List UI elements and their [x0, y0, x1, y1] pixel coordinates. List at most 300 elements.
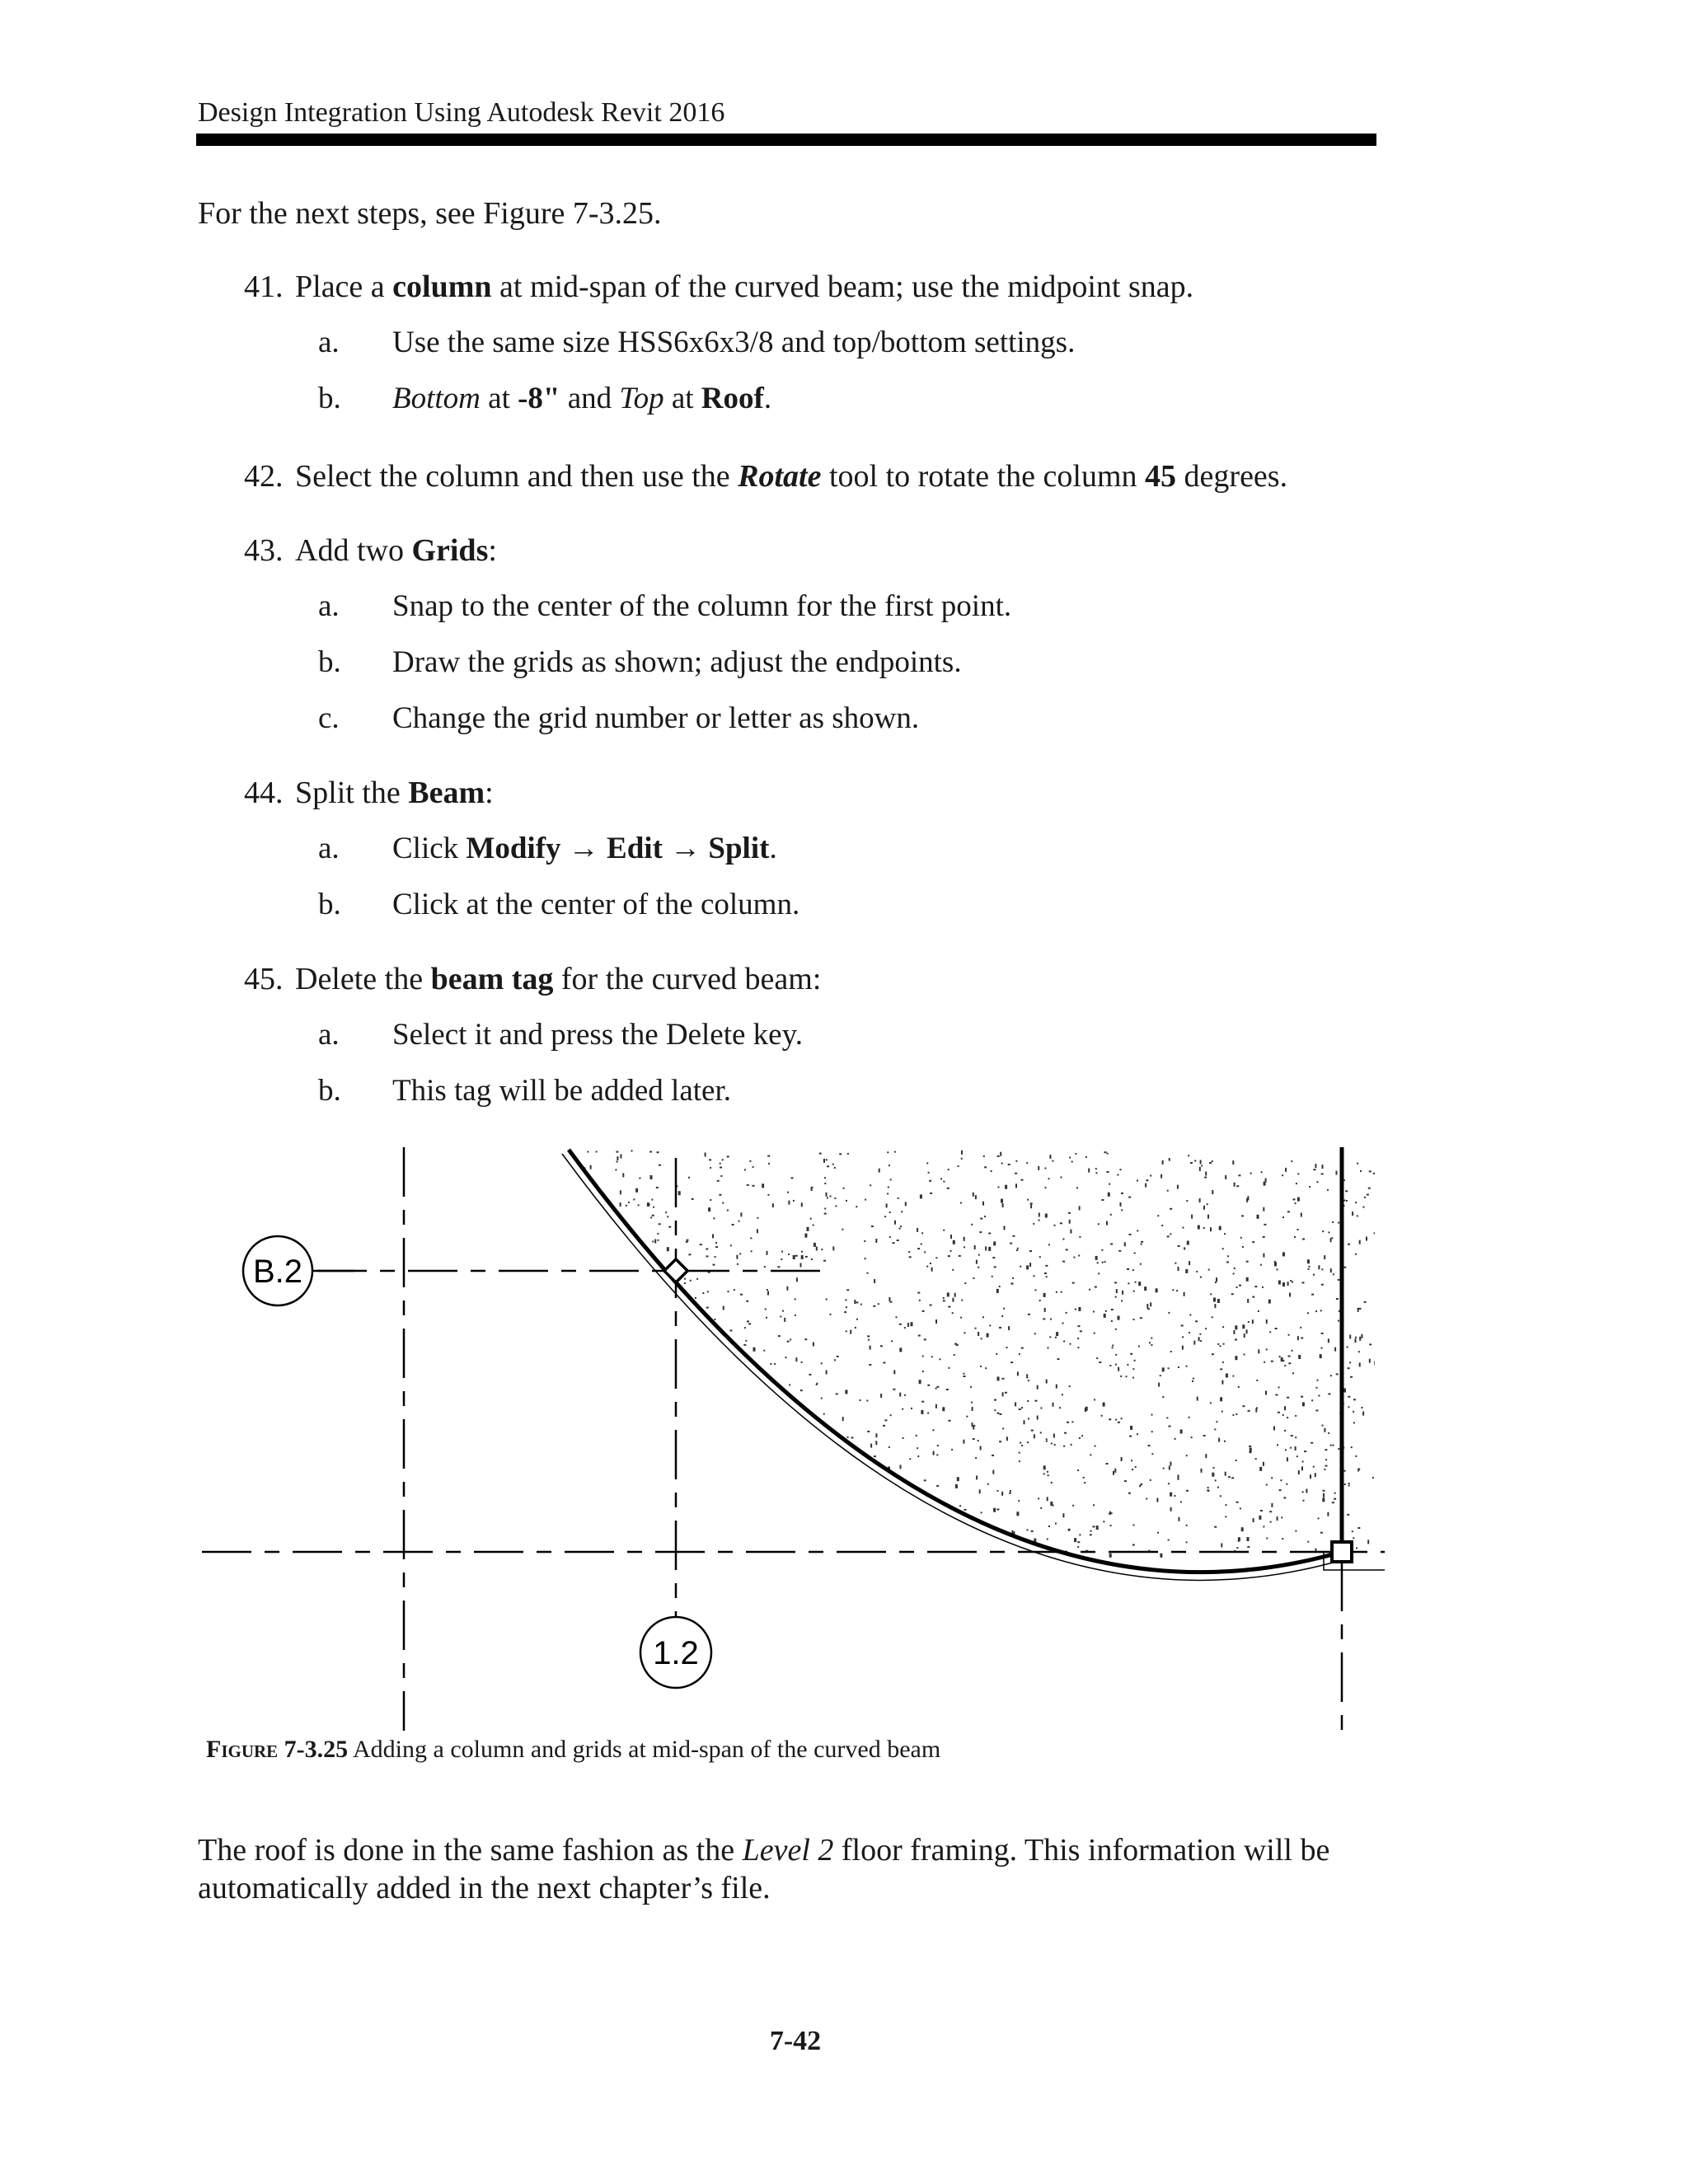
stipple-dot: [837, 1456, 839, 1458]
stipple-dot: [916, 1435, 917, 1436]
stipple-dot: [1079, 1206, 1081, 1210]
stipple-dot: [1348, 1483, 1350, 1484]
stipple-dot: [1062, 1513, 1064, 1517]
stipple-dot: [632, 1486, 634, 1490]
stipple-dot: [626, 1388, 627, 1390]
stipple-dot: [694, 1308, 696, 1310]
stipple-dot: [854, 1300, 856, 1304]
stipple-dot: [1286, 1483, 1287, 1485]
stipple-dot: [927, 1385, 930, 1386]
stipple-dot: [1357, 1527, 1360, 1529]
stipple-dot: [1109, 1554, 1112, 1558]
stipple-dot: [1263, 1236, 1265, 1238]
stipple-dot: [1236, 1547, 1238, 1549]
stipple-dot: [889, 1236, 891, 1238]
stipple-dot: [1240, 1237, 1242, 1239]
stipple-dot: [1167, 1235, 1170, 1237]
stipple-dot: [738, 1531, 739, 1535]
stipple-dot: [1242, 1324, 1245, 1329]
stipple-dot: [1357, 1469, 1360, 1470]
stipple-dot: [1145, 1183, 1146, 1188]
stipple-dot: [572, 1179, 574, 1180]
stipple-dot: [639, 1374, 640, 1378]
stipple-dot: [1178, 1476, 1179, 1480]
stipple-dot: [634, 1353, 636, 1355]
stipple-dot: [894, 1151, 896, 1153]
stipple-dot: [1095, 1168, 1097, 1169]
stipple-dot: [910, 1547, 912, 1549]
stipple-dot: [669, 1545, 672, 1549]
stipple-dot: [692, 1198, 694, 1200]
stipple-dot: [577, 1237, 579, 1239]
stipple-dot: [618, 1373, 621, 1375]
stipple-dot: [871, 1226, 874, 1227]
stipple-dot: [1175, 1438, 1176, 1440]
stipple-dot: [899, 1393, 901, 1397]
stipple-dot: [1241, 1215, 1244, 1216]
stipple-dot: [801, 1251, 803, 1253]
stipple-dot: [1315, 1473, 1316, 1477]
stipple-dot: [847, 1436, 849, 1438]
stipple-dot: [785, 1357, 787, 1358]
stipple-dot: [1203, 1435, 1206, 1436]
stipple-dot: [615, 1169, 617, 1171]
stipple-dot: [1026, 1265, 1029, 1269]
stipple-dot: [641, 1422, 643, 1426]
stipple-dot: [1333, 1445, 1334, 1446]
stipple-dot: [1001, 1163, 1003, 1165]
stipple-dot: [753, 1166, 754, 1168]
stipple-dot: [1247, 1299, 1249, 1303]
stipple-dot: [889, 1301, 892, 1303]
stipple-dot: [843, 1492, 846, 1496]
stipple-dot: [609, 1338, 611, 1339]
stipple-dot: [893, 1389, 895, 1390]
stipple-dot: [595, 1438, 597, 1440]
stipple-dot: [1253, 1518, 1254, 1522]
stipple-dot: [859, 1535, 861, 1537]
stipple-dot: [778, 1335, 781, 1337]
stipple-dot: [1008, 1326, 1010, 1330]
stipple-dot: [1006, 1347, 1008, 1348]
stipple-dot: [1048, 1178, 1050, 1179]
stipple-dot: [765, 1509, 767, 1511]
stipple-dot: [868, 1339, 870, 1341]
stipple-dot: [696, 1507, 697, 1509]
stipple-dot: [950, 1250, 952, 1252]
stipple-dot: [1001, 1492, 1003, 1496]
stipple-dot: [983, 1155, 985, 1157]
stipple-dot: [1236, 1502, 1239, 1503]
stipple-dot: [1043, 1473, 1045, 1474]
stipple-dot: [628, 1465, 630, 1466]
stipple-dot: [1356, 1547, 1357, 1549]
stipple-dot: [659, 1353, 661, 1355]
stipple-dot: [747, 1320, 749, 1322]
stipple-dot: [1277, 1444, 1278, 1446]
stipple-dot: [1269, 1331, 1271, 1333]
stipple-dot: [1261, 1171, 1263, 1173]
stipple-dot: [1129, 1436, 1132, 1437]
stipple-dot: [904, 1327, 906, 1329]
stipple-dot: [598, 1465, 601, 1467]
stipple-dot: [781, 1251, 783, 1253]
stipple-dot: [1295, 1530, 1296, 1532]
stipple-dot: [816, 1384, 818, 1385]
stipple-dot: [846, 1330, 847, 1332]
stipple-dot: [1178, 1366, 1179, 1368]
stipple-dot: [908, 1251, 910, 1253]
stipple-dot: [859, 1545, 861, 1549]
stipple-dot: [839, 1153, 842, 1155]
stipple-dot: [922, 1356, 924, 1357]
stipple-dot: [605, 1457, 607, 1459]
stipple-dot: [876, 1501, 878, 1502]
stipple-dot: [729, 1432, 731, 1433]
stipple-dot: [1353, 1422, 1355, 1423]
stipple-dot: [692, 1399, 694, 1401]
stipple-dot: [856, 1452, 857, 1454]
stipple-dot: [1184, 1292, 1185, 1296]
stipple-dot: [1193, 1378, 1194, 1380]
stipple-dot: [1325, 1459, 1327, 1460]
stipple-dot: [714, 1507, 715, 1508]
stipple-dot: [845, 1390, 847, 1394]
stipple-dot: [621, 1352, 622, 1354]
stipple-dot: [934, 1524, 935, 1528]
stipple-dot: [1302, 1402, 1305, 1406]
stipple-dot: [1220, 1397, 1222, 1401]
stipple-dot: [875, 1433, 877, 1437]
stipple-dot: [1000, 1413, 1002, 1415]
stipple-dot: [679, 1497, 681, 1499]
stipple-dot: [870, 1184, 871, 1186]
stipple-dot: [880, 1345, 883, 1347]
stipple-dot: [1150, 1479, 1151, 1481]
stipple-dot: [679, 1421, 682, 1422]
stipple-dot: [1263, 1526, 1264, 1527]
stipple-dot: [722, 1202, 724, 1204]
stipple-dot: [631, 1348, 633, 1350]
stipple-dot: [697, 1537, 699, 1539]
stipple-dot: [1071, 1161, 1073, 1163]
stipple-dot: [977, 1552, 978, 1554]
stipple-dot: [1088, 1169, 1090, 1173]
stipple-dot: [767, 1194, 769, 1196]
stipple-dot: [922, 1371, 924, 1372]
stipple-dot: [1321, 1173, 1324, 1174]
stipple-dot: [633, 1432, 635, 1436]
stipple-dot: [1183, 1227, 1184, 1229]
stipple-dot: [1205, 1172, 1207, 1176]
stipple-dot: [1137, 1230, 1138, 1231]
stipple-dot: [1217, 1299, 1220, 1303]
stipple-dot: [1255, 1458, 1257, 1460]
stipple-dot: [733, 1357, 734, 1358]
stipple-dot: [697, 1526, 699, 1527]
stipple-dot: [1221, 1411, 1223, 1413]
stipple-dot: [928, 1172, 930, 1174]
stipple-dot: [801, 1361, 803, 1363]
stipple-dot: [584, 1193, 585, 1197]
stipple-dot: [1021, 1445, 1023, 1446]
stipple-dot: [1221, 1544, 1222, 1548]
stipple-dot: [1338, 1222, 1339, 1224]
stipple-dot: [791, 1540, 793, 1544]
stipple-dot: [936, 1485, 939, 1487]
stipple-dot: [1316, 1181, 1318, 1183]
stipple-dot: [1137, 1180, 1138, 1182]
stipple-dot: [999, 1441, 1001, 1442]
stipple-dot: [856, 1319, 858, 1320]
stipple-dot: [1112, 1347, 1114, 1348]
stipple-dot: [687, 1240, 689, 1241]
stipple-dot: [724, 1413, 726, 1417]
stipple-dot: [1196, 1271, 1198, 1272]
stipple-dot: [1010, 1243, 1012, 1244]
stipple-dot: [1132, 1544, 1135, 1546]
stipple-dot: [1040, 1507, 1042, 1509]
stipple-dot: [706, 1255, 709, 1257]
stipple-dot: [1235, 1356, 1237, 1360]
stipple-dot: [583, 1353, 584, 1355]
stipple-dot: [976, 1260, 978, 1264]
stipple-dot: [640, 1417, 643, 1418]
stipple-dot: [821, 1249, 823, 1250]
stipple-dot: [652, 1241, 654, 1243]
stipple-dot: [751, 1250, 753, 1252]
stipple-dot: [860, 1399, 861, 1401]
stipple-dot: [1070, 1230, 1071, 1234]
stipple-dot: [1114, 1282, 1117, 1283]
stipple-dot: [720, 1167, 722, 1169]
stipple-dot: [678, 1191, 681, 1195]
stipple-dot: [1109, 1418, 1111, 1420]
stipple-dot: [1110, 1214, 1112, 1216]
stipple-dot: [1209, 1162, 1212, 1164]
stipple-dot: [1006, 1436, 1008, 1441]
stipple-dot: [1295, 1202, 1296, 1204]
stipple-dot: [652, 1399, 654, 1404]
stipple-dot: [708, 1420, 710, 1422]
stipple-dot: [1031, 1430, 1034, 1432]
grid-head-1-2: [640, 1617, 711, 1688]
stipple-dot: [1044, 1272, 1047, 1274]
stipple-dot: [1214, 1304, 1216, 1308]
stipple-dot: [686, 1241, 688, 1243]
grid-lines: [202, 1147, 1385, 1731]
stipple-dot: [860, 1304, 862, 1305]
stipple-dot: [891, 1497, 893, 1498]
stipple-dot: [1033, 1223, 1034, 1225]
stipple-dot: [650, 1216, 652, 1218]
stipple-dot: [1008, 1164, 1010, 1165]
stipple-dot: [1040, 1408, 1042, 1409]
stipple-dot: [1308, 1266, 1310, 1268]
stipple-dot: [750, 1516, 752, 1518]
stipple-dot: [781, 1258, 782, 1260]
stipple-dot: [936, 1454, 938, 1455]
stipple-dot: [1240, 1507, 1241, 1509]
stipple-dot: [1093, 1311, 1095, 1313]
stipple-dot: [982, 1544, 983, 1546]
stipple-dot: [764, 1266, 766, 1268]
stipple-dot: [1059, 1407, 1061, 1408]
stipple-dot: [1325, 1449, 1327, 1451]
stipple-dot: [708, 1542, 710, 1546]
stipple-dot: [996, 1353, 997, 1355]
stipple-dot: [1234, 1183, 1236, 1187]
stipple-dot: [626, 1205, 627, 1207]
stipple-dot: [973, 1438, 975, 1440]
stipple-dot: [1182, 1336, 1184, 1338]
stipple-dot: [1148, 1445, 1151, 1446]
stipple-dot: [598, 1390, 600, 1391]
stipple-dot: [710, 1430, 711, 1432]
stipple-dot: [869, 1364, 871, 1366]
figure-caption: Figure 7-3.25 Adding a column and grids at mid-span of the curved beam: [206, 1736, 941, 1763]
stipple-dot: [944, 1531, 946, 1535]
stipple-dot: [1115, 1354, 1117, 1356]
stipple-dot: [1246, 1329, 1248, 1333]
stipple-dot: [1186, 1200, 1188, 1202]
stipple-dot: [1318, 1517, 1320, 1519]
stipple-dot: [782, 1404, 784, 1408]
stipple-dot: [851, 1547, 853, 1551]
stipple-dot: [1344, 1470, 1346, 1472]
stipple-dot: [975, 1457, 977, 1459]
stipple-dot: [684, 1369, 686, 1371]
stipple-dot: [1186, 1541, 1188, 1543]
stipple-dot: [1090, 1534, 1092, 1535]
stipple-dot: [1076, 1187, 1078, 1188]
stipple-dot: [1302, 1282, 1305, 1283]
stipple-dot: [984, 1166, 987, 1168]
stipple-dot: [772, 1439, 774, 1443]
stipple-dot: [698, 1450, 700, 1454]
stipple-dot: [747, 1184, 749, 1186]
stipple-dot: [1069, 1385, 1071, 1387]
stipple-dot: [937, 1445, 939, 1446]
stipple-dot: [864, 1460, 865, 1461]
stipple-dot: [911, 1322, 913, 1326]
stipple-dot: [1328, 1338, 1329, 1343]
stipple-dot: [866, 1539, 868, 1540]
stipple-dot: [1132, 1377, 1134, 1379]
stipple-dot: [875, 1239, 877, 1243]
stipple-dot: [1287, 1457, 1288, 1461]
stipple-dot: [644, 1326, 646, 1330]
stipple-dot: [961, 1300, 963, 1301]
stipple-dot: [827, 1165, 829, 1167]
stipple-dot: [616, 1304, 617, 1305]
stipple-dot: [1301, 1396, 1303, 1398]
stipple-dot: [776, 1482, 779, 1483]
stipple-dot: [683, 1412, 686, 1413]
stipple-dot: [689, 1521, 691, 1525]
stipple-dot: [1201, 1165, 1203, 1167]
stipple-dot: [634, 1465, 635, 1467]
stipple-dot: [821, 1398, 823, 1399]
stipple-dot: [1372, 1477, 1374, 1479]
stipple-dot: [658, 1240, 659, 1241]
stipple-dot: [706, 1249, 708, 1250]
stipple-dot: [626, 1288, 628, 1290]
stipple-dot: [1247, 1537, 1250, 1541]
stipple-dot: [787, 1341, 790, 1343]
stipple-dot: [874, 1279, 875, 1283]
stipple-dot: [643, 1476, 645, 1478]
stipple-dot: [879, 1169, 880, 1173]
stipple-dot: [1277, 1516, 1278, 1521]
stipple-dot: [778, 1509, 781, 1511]
stipple-dot: [1217, 1487, 1219, 1488]
stipple-dot: [1075, 1153, 1076, 1155]
stipple-dot: [592, 1541, 593, 1543]
step-43: 43. Add two Grids:: [244, 533, 497, 568]
stipple-dot: [1077, 1469, 1079, 1471]
stipple-dot: [805, 1256, 808, 1258]
stipple-dot: [1368, 1188, 1371, 1189]
stipple-dot: [1242, 1246, 1244, 1248]
stipple-dot: [1134, 1360, 1136, 1361]
stipple-dot: [635, 1188, 638, 1193]
stipple-dot: [1302, 1461, 1304, 1463]
stipple-dot: [1104, 1151, 1107, 1153]
stipple-dot: [978, 1332, 979, 1336]
stipple-dot: [1178, 1267, 1179, 1271]
stipple-dot: [1027, 1529, 1029, 1530]
stipple-dot: [1318, 1395, 1320, 1397]
stipple-dot: [1078, 1307, 1081, 1311]
stipple-dot: [1115, 1329, 1117, 1330]
stipple-dot: [1168, 1540, 1170, 1541]
stipple-dot: [1282, 1216, 1284, 1218]
stipple-dot: [1218, 1438, 1220, 1442]
stipple-dot: [919, 1380, 921, 1384]
stipple-dot: [1248, 1410, 1250, 1412]
stipple-dot: [1170, 1493, 1172, 1497]
stipple-dot: [872, 1512, 874, 1514]
stipple-dot: [1051, 1443, 1053, 1445]
stipple-dot: [688, 1478, 691, 1479]
stipple-dot: [1258, 1349, 1259, 1353]
stipple-dot: [697, 1436, 699, 1438]
stipple-dot: [667, 1490, 669, 1494]
stipple-dot: [1355, 1338, 1357, 1343]
stipple-dot: [1220, 1368, 1222, 1370]
stipple-dot: [1103, 1403, 1105, 1407]
stipple-dot: [1374, 1232, 1376, 1234]
stipple-dot: [698, 1360, 701, 1361]
stipple-dot: [1293, 1198, 1296, 1200]
stipple-dot: [1345, 1190, 1348, 1192]
stipple-dot: [1260, 1510, 1263, 1511]
stipple-dot: [744, 1169, 746, 1170]
stipple-dot: [700, 1354, 701, 1356]
stipple-dot: [1324, 1255, 1325, 1259]
stipple-dot: [1360, 1170, 1362, 1172]
stipple-dot: [1362, 1412, 1364, 1416]
stipple-dot: [789, 1521, 791, 1525]
stipple-dot: [583, 1186, 584, 1188]
stipple-dot: [672, 1421, 674, 1422]
column-midspan: [664, 1259, 687, 1282]
stipple-dot: [1373, 1173, 1375, 1174]
stipple-dot: [688, 1177, 690, 1179]
stipple-dot: [1338, 1320, 1339, 1322]
stipple-dot: [1167, 1190, 1169, 1192]
